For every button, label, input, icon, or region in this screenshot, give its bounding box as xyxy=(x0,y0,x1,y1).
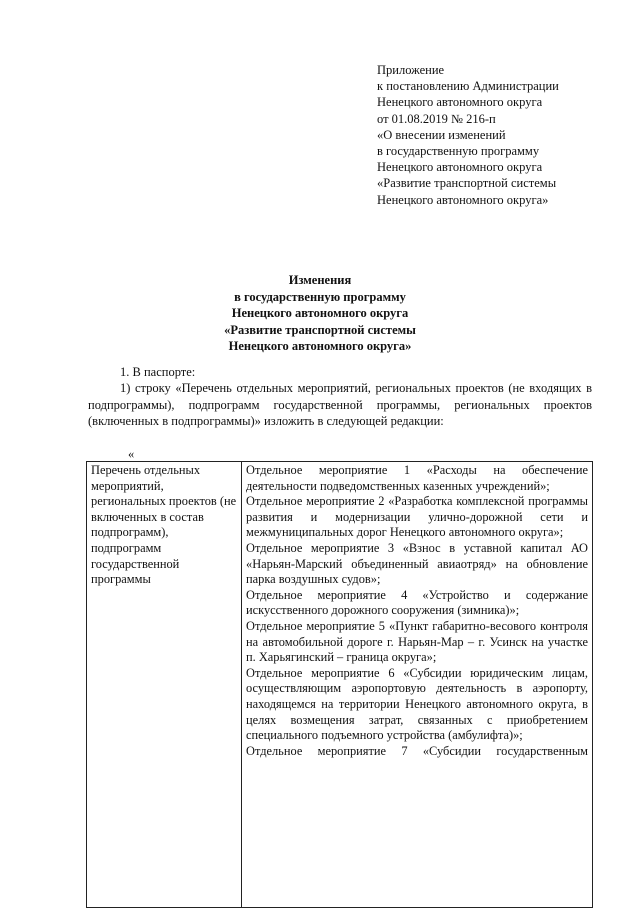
activity-item: Отдельное мероприятие 2 «Разработка комплексной программы развития и модернизации улично-дорожной сети и межмуниципальных дорог Ненецкого автономного округа»; xyxy=(246,494,588,540)
table-left-cell: Перечень отдельных мероприятий, региональных проектов (не включенных в состав подпрограмм), подпрограмм государственной программы xyxy=(87,462,242,908)
table-row xyxy=(87,462,593,908)
section-heading: 1. В паспорте: xyxy=(120,365,196,379)
title-line: в государственную программу xyxy=(234,289,406,304)
activity-item: Отдельное мероприятие 4 «Устройство и содержание искусственного дорожного сооружения (зимника)»; xyxy=(246,587,588,618)
activity-item: Отдельное мероприятие 3 «Взнос в уставной капитал АО «Нарьян-Марский объединенный авиаотряд» на обновление парка воздушных судов»; xyxy=(246,540,588,587)
title-line: «Развитие транспортной системы xyxy=(224,322,416,337)
table-right-cell xyxy=(242,462,593,908)
activity-list xyxy=(246,463,588,907)
passport-table xyxy=(86,461,593,908)
activity-item: Отдельное мероприятие 1 «Расходы на обеспечение деятельности подведомственных казенных учреждений»; xyxy=(246,463,588,493)
appendix-line: в государственную программу xyxy=(377,144,540,159)
appendix-line: «Развитие транспортной системы xyxy=(377,176,557,191)
activity-item: Отдельное мероприятие 7 «Субсидии государственным xyxy=(246,743,588,758)
appendix-line: Ненецкого автономного округа xyxy=(377,95,543,110)
title-line: Ненецкого автономного округа» xyxy=(228,339,412,353)
appendix-header xyxy=(377,62,627,208)
activity-item: Отдельное мероприятие 5 «Пункт габаритно-весового контроля на автомобильной дороге г. Нарьян-Мар – г. Усинск на участке п. Харьягинский – граница округа»; xyxy=(246,618,588,665)
appendix-line: Ненецкого автономного округа xyxy=(377,160,543,175)
appendix-line: к постановлению Администрации xyxy=(377,79,559,94)
title-line: Ненецкого автономного округа xyxy=(231,306,409,320)
title-line: Изменения xyxy=(288,273,352,287)
activity-item: Отдельное мероприятие 6 «Субсидии юридическим лицам, осуществляющим аэропортовую деятельность в аэропорту, находящемся на территории Ненецкого автономного округа, в целях возмещения затрат, связанных с приобретением специального подъемного устройства (амбулифта)»; xyxy=(246,665,588,743)
appendix-line: Приложение xyxy=(377,63,445,77)
quote-open: « xyxy=(128,447,135,461)
document-title xyxy=(100,272,540,355)
appendix-line: «О внесении изменений xyxy=(377,127,506,142)
item-paragraph: 1) строку «Перечень отдельных мероприятий, региональных проектов (не входящих в подпрограммы), подпрограмм государственной программы, региональных проектов (включенных в подпрограммы)» изложить в следующей редакции: xyxy=(88,381,592,428)
appendix-line: Ненецкого автономного округа» xyxy=(377,192,549,207)
appendix-line: от 01.08.2019 № 216-п xyxy=(377,111,496,126)
